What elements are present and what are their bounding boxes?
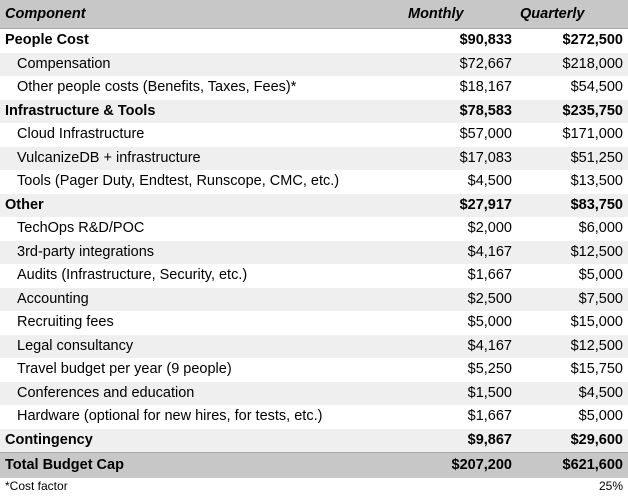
header-quarterly: Quarterly	[518, 0, 628, 29]
quarterly-value: $6,000	[518, 217, 628, 241]
monthly-value: $4,167	[408, 241, 518, 265]
budget-rows	[0, 29, 628, 453]
item-label: Travel budget per year (9 people)	[0, 358, 408, 382]
monthly-value: $78,583	[408, 100, 518, 124]
item-row	[0, 217, 628, 241]
quarterly-value: $51,250	[518, 147, 628, 171]
monthly-value: $27,917	[408, 194, 518, 218]
quarterly-value: $13,500	[518, 170, 628, 194]
item-label: Conferences and education	[0, 382, 408, 406]
item-row	[0, 405, 628, 429]
quarterly-value: $12,500	[518, 241, 628, 265]
cost-factor-label: *Cost factor	[5, 479, 68, 493]
section-label: Contingency	[0, 429, 408, 453]
cost-factor-value: 25%	[598, 479, 623, 493]
quarterly-value: $83,750	[518, 194, 628, 218]
item-row	[0, 311, 628, 335]
quarterly-value: $171,000	[518, 123, 628, 147]
monthly-value: $1,500	[408, 382, 518, 406]
item-label: Audits (Infrastructure, Security, etc.)	[0, 264, 408, 288]
section-label: People Cost	[0, 29, 408, 53]
item-label: 3rd-party integrations	[0, 241, 408, 265]
item-label: Hardware (optional for new hires, for tests, etc.)	[0, 405, 408, 429]
section-label: Infrastructure & Tools	[0, 100, 408, 124]
quarterly-value: $15,750	[518, 358, 628, 382]
section-row	[0, 194, 628, 218]
item-label: TechOps R&D/POC	[0, 217, 408, 241]
quarterly-value: $5,000	[518, 405, 628, 429]
total-monthly: $207,200	[408, 453, 518, 479]
footnote-row	[0, 474, 628, 498]
monthly-value: $18,167	[408, 76, 518, 100]
header-row	[0, 0, 628, 29]
item-label: Accounting	[0, 288, 408, 312]
monthly-value: $5,000	[408, 311, 518, 335]
item-label: Other people costs (Benefits, Taxes, Fees)*	[0, 76, 408, 100]
item-label: Legal consultancy	[0, 335, 408, 359]
monthly-value: $1,667	[408, 264, 518, 288]
total-label: Total Budget Cap	[0, 453, 408, 479]
monthly-value: $90,833	[408, 29, 518, 53]
monthly-value: $2,500	[408, 288, 518, 312]
item-label: VulcanizeDB + infrastructure	[0, 147, 408, 171]
item-row	[0, 382, 628, 406]
item-label: Tools (Pager Duty, Endtest, Runscope, CMC, etc.)	[0, 170, 408, 194]
item-label: Compensation	[0, 53, 408, 77]
item-row	[0, 241, 628, 265]
quarterly-value: $54,500	[518, 76, 628, 100]
item-label: Cloud Infrastructure	[0, 123, 408, 147]
item-row	[0, 53, 628, 77]
item-row	[0, 288, 628, 312]
monthly-value: $4,500	[408, 170, 518, 194]
quarterly-value: $7,500	[518, 288, 628, 312]
item-label: Recruiting fees	[0, 311, 408, 335]
monthly-value: $4,167	[408, 335, 518, 359]
monthly-value: $17,083	[408, 147, 518, 171]
item-row	[0, 358, 628, 382]
quarterly-value: $272,500	[518, 29, 628, 53]
quarterly-value: $29,600	[518, 429, 628, 453]
monthly-value: $9,867	[408, 429, 518, 453]
section-row	[0, 100, 628, 124]
item-row	[0, 76, 628, 100]
quarterly-value: $4,500	[518, 382, 628, 406]
item-row	[0, 335, 628, 359]
quarterly-value: $15,000	[518, 311, 628, 335]
quarterly-value: $218,000	[518, 53, 628, 77]
header-monthly: Monthly	[408, 0, 518, 29]
monthly-value: $1,667	[408, 405, 518, 429]
section-row	[0, 429, 628, 453]
item-row	[0, 170, 628, 194]
monthly-value: $57,000	[408, 123, 518, 147]
monthly-value: $5,250	[408, 358, 518, 382]
header-component: Component	[0, 0, 408, 29]
item-row	[0, 147, 628, 171]
item-row	[0, 264, 628, 288]
quarterly-value: $235,750	[518, 100, 628, 124]
item-row	[0, 123, 628, 147]
monthly-value: $2,000	[408, 217, 518, 241]
total-quarterly: $621,600	[518, 453, 628, 479]
section-label: Other	[0, 194, 408, 218]
quarterly-value: $5,000	[518, 264, 628, 288]
monthly-value: $72,667	[408, 53, 518, 77]
quarterly-value: $12,500	[518, 335, 628, 359]
section-row	[0, 29, 628, 53]
